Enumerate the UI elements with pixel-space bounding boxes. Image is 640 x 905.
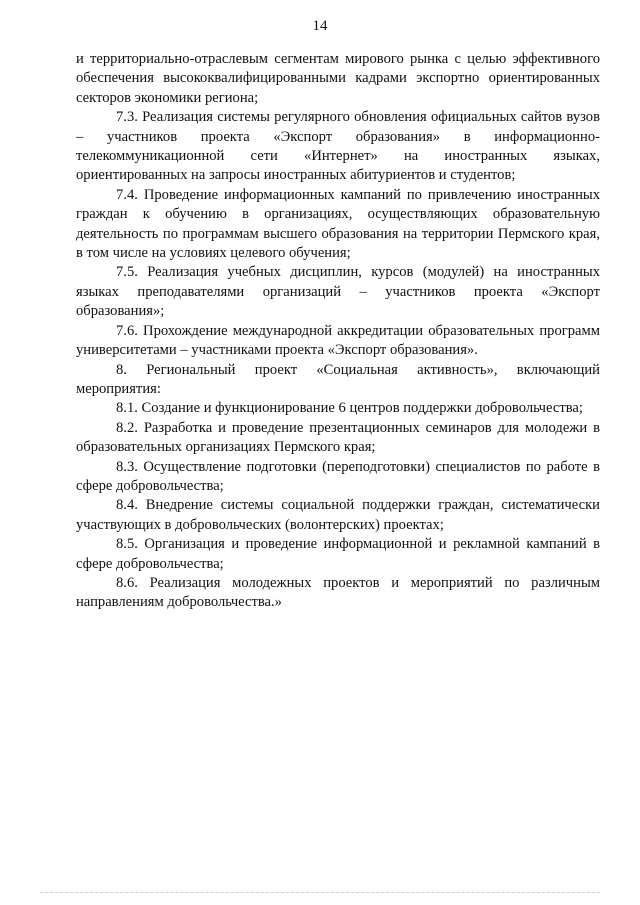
paragraph-8-4: 8.4. Внедрение системы социальной поддержки граждан, систематически участвующих в добровольческих (волонтерских) проектах; [76, 497, 600, 533]
paragraph-8-1: 8.1. Создание и функционирование 6 центров поддержки добровольчества; [116, 400, 583, 417]
paragraph-8-5: 8.5. Организация и проведение информационной и рекламной кампаний в сфере добровольчества; [76, 536, 600, 572]
paragraph-8-2: 8.2. Разработка и проведение презентационных семинаров для молодежи в образовательных организациях Пермского края; [76, 419, 600, 456]
page-number: 14 [312, 18, 328, 34]
paragraph-7-4: 7.4. Проведение информационных кампаний по привлечению иностранных граждан к обучению в организациях, осуществляющих образовательную деятельность по программам высшего образования на территории Пермского края, в том числе на условиях целевого обучения; [76, 186, 600, 262]
paragraph-8-6: 8.6. Реализация молодежных проектов и мероприятий по различным направлениям добровольчества.» [76, 574, 600, 611]
paragraph-8: 8. Региональный проект «Социальная активность», включающий мероприятия: [76, 361, 600, 397]
document-body [76, 50, 600, 613]
paragraph-continuation: и территориально-отраслевым сегментам мирового рынка с целью эффективного обеспечения высококвалифицированными кадрами экспортно ориентированных секторов экономики региона; [76, 51, 600, 106]
paragraph-8-3: 8.3. Осуществление подготовки (переподготовки) специалистов по работе в сфере добровольчества; [76, 458, 600, 494]
paragraph-7-3: 7.3. Реализация системы регулярного обновления официальных сайтов вузов – участников проекта «Экспорт образования» в информационно-телекоммуникационной сети «Интернет» на иностранных языках, ориентированных на запросы иностранных абитуриентов и студентов; [76, 109, 600, 184]
paragraph-7-5: 7.5. Реализация учебных дисциплин, курсов (модулей) на иностранных языках преподавателями организаций – участников проекта «Экспорт образования»; [76, 264, 600, 320]
scan-edge-divider [40, 892, 600, 893]
paragraph-7-6: 7.6. Прохождение международной аккредитации образовательных программ университетами – участниками проекта «Экспорт образования». [76, 322, 600, 359]
